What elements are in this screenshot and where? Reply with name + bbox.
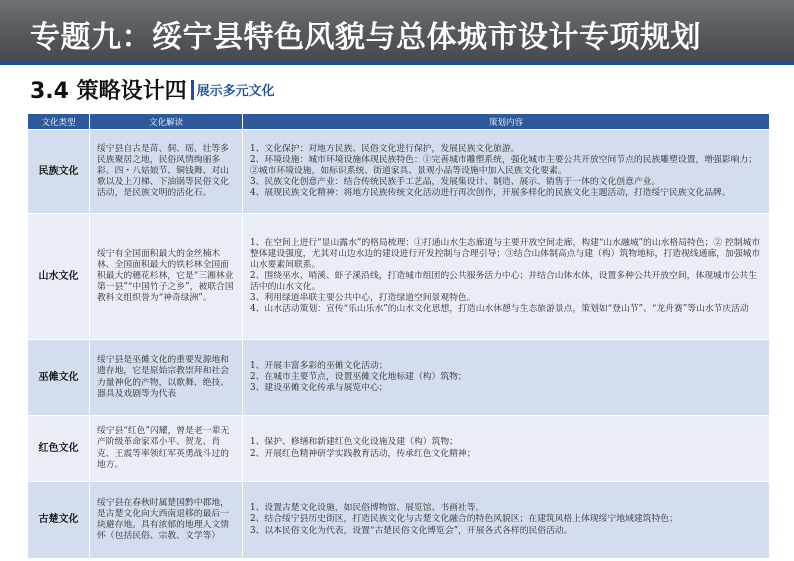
table-row bbox=[28, 340, 770, 416]
culture-type-cell: 红色文化 bbox=[28, 416, 90, 482]
interpretation-cell: 绥宁县自古是苗、侗、瑶、壮等多民族聚居之地，民俗风情绚丽多彩。四・八姑娘节、铜钱舞、对山歌以及上刀梯、下油锅等民俗文化活动，是民族文明的活化石。 bbox=[90, 130, 243, 214]
column-header-type: 文化类型 bbox=[28, 114, 90, 130]
plan-item: 3、以本民俗文化为代表，设置“古楚民俗文化博览会”，开展各式各样的民俗活动。 bbox=[250, 525, 573, 536]
table-row bbox=[28, 130, 770, 214]
plan-item: 4、山水活动策划：宣传“乐山乐水”的山水文化思想，打造山水休憩与生态旅游景点，策划如“登山节”、“龙舟赛”等山水节庆活动 bbox=[250, 304, 749, 315]
plan-item: 1、文化保护：对地方民族、民俗文化进行保护，发展民族文化旅游。 bbox=[250, 143, 520, 154]
plan-item: 3、建设巫傩文化传承与展览中心； bbox=[250, 383, 388, 394]
table-row bbox=[28, 214, 770, 340]
strategy-table bbox=[27, 113, 770, 559]
column-header-interpretation: 文化解读 bbox=[90, 114, 243, 130]
page-title: 专题九：绥宁县特色风貌与总体城市设计专项规划 bbox=[30, 20, 701, 55]
plan-cell bbox=[243, 340, 770, 416]
plan-cell bbox=[243, 214, 770, 340]
section-title: 3.4 策略设计四 bbox=[30, 79, 187, 104]
plan-item: 1、设置古楚文化设施，如民俗博物馆、展览馆、书画社等。 bbox=[250, 503, 485, 514]
plan-item: 2、在城市主要节点，设置巫傩文化地标建（构）筑物； bbox=[250, 371, 467, 382]
title-divider bbox=[191, 80, 194, 100]
plan-item: 1、在空间上进行“显山露水”的格局梳理：①打通山水生态廊道与主要开放空间走廊，构建“山水融城”的山水格局特色；② 控制城市整体建设强度，尤其对山边水边的建设进行开发控制与合理引导；③结合山体制高点与建（构）筑物地标，打造视线通廊，加强城市山水要素间联系。 bbox=[250, 237, 761, 270]
plan-item: 1、保护、修缮和新建红色文化设施及建（构）筑物； bbox=[250, 437, 458, 448]
interpretation-cell: 绥宁有全国面积最大的金丝楠木林、全国面积最大的铁杉林全国面积最大的穗花杉林，它是“三湘林业第一县”“中国竹子之乡”，被联合国教科文组织誉为“神奇绿洲”。 bbox=[90, 214, 243, 340]
plan-cell bbox=[243, 482, 770, 559]
interpretation-cell: 绥宁县“红色”闪耀，曾是老一辈无产阶级革命家邓小平、贺龙、肖克、王震等率领红军英勇战斗过的地方。 bbox=[90, 416, 243, 482]
culture-type-cell: 山水文化 bbox=[28, 214, 90, 340]
plan-item: 3、民族文化创意产业：结合传统民族手工艺品，发展集设计、制造、展示、销售于一体的文化创意产业。 bbox=[250, 177, 661, 188]
section-subtitle: 展示多元文化 bbox=[196, 84, 275, 99]
plan-item: 2、环境设施：城市环境设施体现民族特色：①完善城市雕塑系统，强化城市主要公共开放空间节点的民族雕塑设置，增强影响力；②城市环境设施，如标识系统、街道家具、景观小品等设施中加入民族文化要素。 bbox=[250, 154, 758, 176]
interpretation-cell: 绥宁县是巫傩文化的重要发源地和遗存地，它是原始宗教崇拜和社会力量神化的产物，以歌舞、绝技、器具及戏剧等为代表 bbox=[90, 340, 243, 416]
culture-type-cell: 巫傩文化 bbox=[28, 340, 90, 416]
culture-type-cell: 古楚文化 bbox=[28, 482, 90, 559]
column-header-plan: 策划内容 bbox=[243, 114, 770, 130]
plan-item: 2、结合绥宁县历史街区，打造民族文化与古楚文化融合的特色风貌区；在建筑风格上体现绥宁地域建筑特色； bbox=[250, 514, 678, 525]
interpretation-cell: 绥宁县在春秋时属楚国黔中郡地，是古楚文化向大西南退移的最后一块避存地。具有浓郁的地理人文情怀（包括民俗、宗教、文学等） bbox=[90, 482, 243, 559]
plan-item: 1、开展丰富多彩的巫傩文化活动； bbox=[250, 360, 388, 371]
plan-item: 2、围绕巫水、哨溪、虾子溪沿线，打造城市组团的公共服务活力中心；并结合山体水体，设置多种公共开放空间，体现城市公共生活中的山水文化。 bbox=[250, 270, 758, 293]
table-row bbox=[28, 416, 770, 482]
section-heading bbox=[30, 74, 275, 105]
culture-type-cell: 民族文化 bbox=[28, 130, 90, 214]
header-banner bbox=[0, 0, 794, 65]
plan-item: 2、开展红色精神研学实践教育活动，传承红色文化精神； bbox=[250, 448, 476, 459]
table-header-row bbox=[28, 114, 770, 130]
plan-cell bbox=[243, 130, 770, 214]
plan-cell bbox=[243, 416, 770, 482]
table-row bbox=[28, 482, 770, 559]
plan-item: 3、利用绿道串联主要公共中心，打造绿道空间景观特色。 bbox=[250, 293, 476, 304]
plan-item: 4、展现民族文化精神：将地方民族传统文化活动进行再次创作，开展多样化的民族文化主题活动，打造绥宁民族文化品牌。 bbox=[250, 188, 731, 199]
